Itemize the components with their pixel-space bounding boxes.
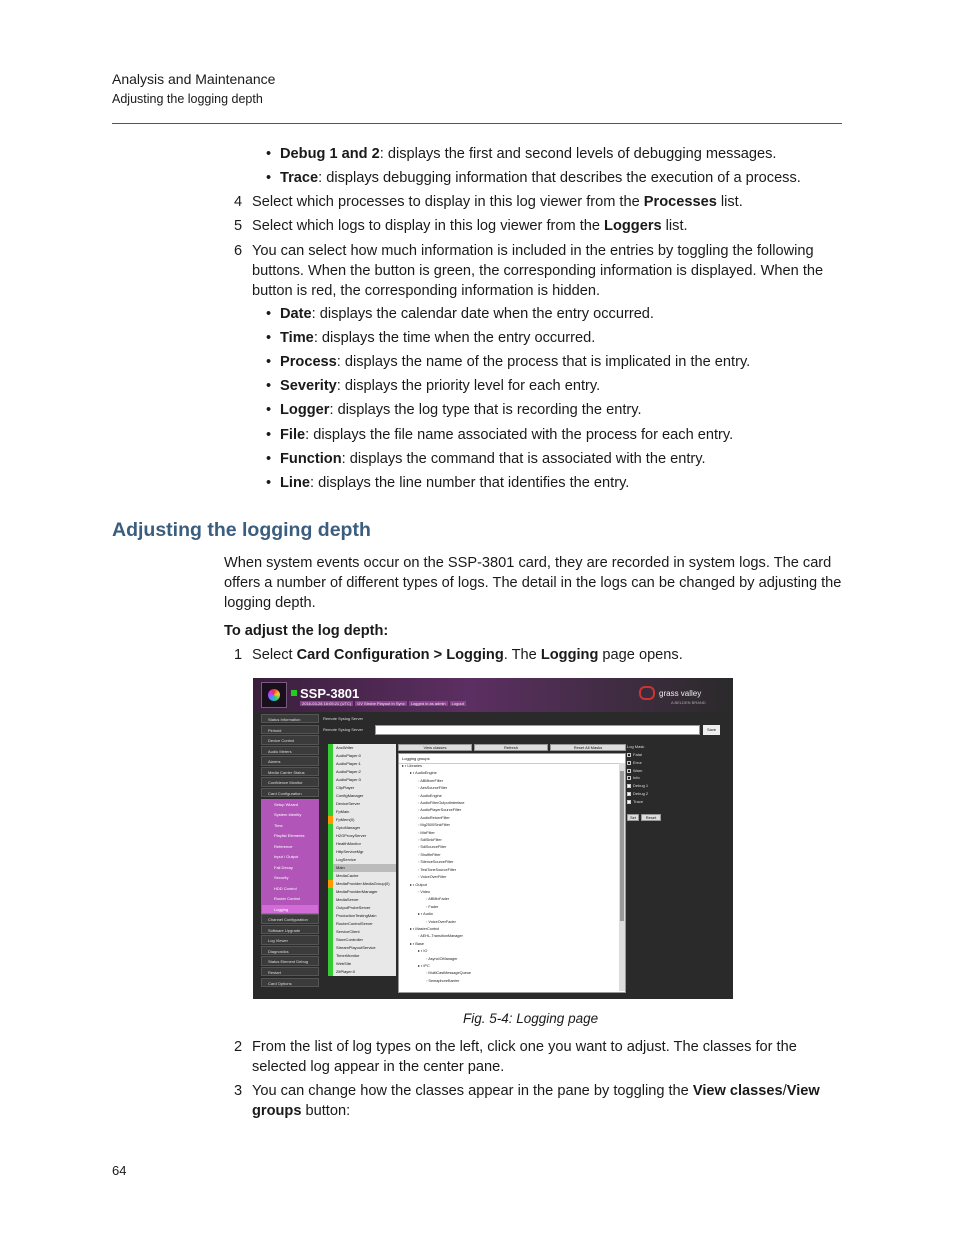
log-mask-label: Fatal [633, 752, 642, 757]
sidebar-item[interactable]: Software Upgrade [261, 925, 319, 934]
step-4-text: Select which processes to display in this log viewer from the Processes list. [252, 194, 743, 210]
logger-item[interactable]: ClipPlayer [328, 784, 396, 792]
tree-node-icon: ▸ ▪ [402, 764, 408, 768]
tree-node-icon: ▸ ▪ [418, 912, 424, 917]
step-1-text: Select Card Configuration > Logging. The Logging page opens. [252, 647, 683, 663]
log-mask-checkbox[interactable] [627, 767, 665, 775]
tree-item-label: SdiSourceFilter [420, 845, 447, 850]
bullet-dot: • [266, 146, 272, 162]
logger-item[interactable]: Main [328, 864, 396, 872]
step-2-text: From the list of log types on the left, click one you want to adjust. The classes for the selected log appear in the center pane. [252, 1039, 797, 1075]
tree-item[interactable] [402, 830, 471, 837]
tree-node-icon: ◦ [418, 845, 421, 850]
tree-title: Logging groups [399, 754, 625, 764]
logger-item[interactable]: RouterControlServer [328, 920, 396, 928]
bullet-trace: Trace: displays debugging information that describes the execution of a process. [280, 170, 801, 186]
tree-item[interactable] [402, 882, 471, 889]
log-mask-checkbox[interactable] [627, 782, 665, 790]
bullet-dot: • [266, 330, 272, 346]
gv-logo-icon [639, 686, 655, 700]
checkbox-icon[interactable] [627, 769, 631, 773]
status-user: Logged in as admin [410, 701, 446, 706]
logger-item[interactable]: AncWriter [328, 744, 396, 752]
tree-item[interactable] [402, 919, 471, 926]
set-button[interactable]: Set [627, 814, 639, 821]
reset-all-masks-button[interactable]: Reset All Masks [550, 744, 626, 751]
bullet-dot: • [266, 354, 272, 370]
field-bullet: Time: displays the time when the entry occurred. [280, 330, 596, 346]
tree-item-label: Fader [428, 904, 439, 909]
checkbox-icon[interactable] [627, 761, 631, 765]
log-mask-label: Warn [633, 767, 643, 773]
tree-item-label: TestToneSourceFilter [420, 867, 457, 872]
reset-button[interactable]: Reset [641, 814, 661, 821]
logout-link[interactable]: Logout [451, 701, 464, 706]
tree-item[interactable] [402, 837, 471, 844]
logger-item[interactable]: FpMain [328, 808, 396, 816]
sidebar-item[interactable]: Time [261, 820, 319, 831]
bullet-dot: • [266, 170, 272, 186]
tree-node-icon: ▸ ▪ [418, 949, 424, 954]
log-mask-checkbox[interactable] [627, 798, 665, 806]
field-bullet: Function: displays the command that is associated with the entry. [280, 451, 706, 467]
tree-item-label: MultiCastMessageQueue [428, 971, 472, 976]
tree-item-label: MasterControl [415, 926, 440, 931]
logging-page-screenshot [253, 678, 733, 999]
log-mask-panel [627, 744, 665, 824]
tree-item[interactable] [402, 778, 471, 785]
tree-item-label: SemaphoreBarrier [428, 978, 460, 983]
logger-item[interactable]: WebSite [328, 960, 396, 968]
log-mask-checkbox[interactable] [627, 790, 665, 798]
sidebar-item[interactable]: Media Carrier Status [261, 767, 319, 776]
tree-node-icon: ◦ [418, 815, 421, 820]
sidebar-item[interactable]: Card Configuration [261, 788, 319, 797]
tree-scrollbar[interactable] [619, 763, 625, 991]
tree-node-icon: ◦ [418, 830, 421, 835]
log-mask-checkbox[interactable] [627, 774, 665, 782]
logger-item[interactable]: TimerMonitor [328, 952, 396, 960]
step-number: 3 [234, 1083, 243, 1099]
logger-item[interactable]: GpioManager [328, 824, 396, 832]
remote-syslog-input[interactable] [375, 725, 700, 735]
tree-item-label: MixFilter [420, 830, 435, 835]
sidebar-item[interactable]: Router Control [261, 893, 319, 904]
tree-item[interactable] [402, 852, 471, 859]
field-bullet: Logger: displays the log type that is recording the entry. [280, 402, 642, 418]
field-bullet: Line: displays the line number that identifies the entry. [280, 475, 630, 491]
step-3-text: You can change how the classes appear in the pane by toggling the View classes/View groups button: [252, 1083, 820, 1119]
bullet-dot: • [266, 402, 272, 418]
logger-item[interactable]: StoreController [328, 936, 396, 944]
tree-item[interactable] [402, 911, 471, 918]
sidebar-item[interactable]: Pinhold [261, 725, 319, 734]
field-bullet: Process: displays the name of the process that is implicated in the entry. [280, 354, 751, 370]
tree-node-icon: ▸ ▪ [410, 941, 416, 946]
field-bullet: File: displays the file name associated with the process for each entry. [280, 427, 734, 443]
sidebar-item[interactable]: HDD Control [261, 883, 319, 894]
loggers-list [328, 744, 396, 994]
log-mask-label: Debug 2 [633, 790, 649, 796]
tree-item-label: ABMixerFilter [420, 778, 443, 783]
tree-node-icon: ◦ [426, 956, 429, 961]
sidebar-item[interactable]: System Identity [261, 809, 319, 820]
running-header-chapter: Analysis and Maintenance [112, 71, 276, 87]
bullet-debug: Debug 1 and 2: displays the first and second levels of debugging messages. [280, 146, 777, 162]
status-sync: GV Strobe Playout In Sync [357, 701, 405, 706]
tree-item[interactable] [402, 800, 471, 807]
tree-item-label: IO [423, 949, 428, 954]
log-mask-checkbox[interactable] [627, 751, 665, 759]
sidebar-item[interactable]: Status Element Debug [261, 956, 319, 965]
log-mask-label: Error [633, 759, 642, 765]
bullet-dot: • [266, 378, 272, 394]
tree-node-icon: ◦ [426, 897, 429, 902]
logger-item[interactable]: LogService [328, 856, 396, 864]
intro-paragraph: When system events occur on the SSP-3801 card, they are recorded in system logs. The card offers a number of different types of logs. The detail in the logs can be changed by adjusting the logging depth. [224, 555, 842, 611]
tree-node-icon: ▸ ▪ [410, 882, 416, 887]
logger-item[interactable]: ConfigManager [328, 792, 396, 800]
log-mask-title: Log Mask [627, 744, 645, 749]
running-header-section: Adjusting the logging depth [112, 92, 263, 106]
tree-node-icon: ◦ [418, 786, 421, 791]
logger-item[interactable]: MediaServer [328, 896, 396, 904]
checkbox-icon[interactable] [627, 800, 631, 804]
bullet-dot: • [266, 451, 272, 467]
tree-item-label: Audio [423, 912, 433, 917]
sidebar-item[interactable]: Logging [261, 904, 319, 915]
tree-item[interactable] [402, 926, 471, 933]
step-number: 6 [234, 243, 243, 259]
logger-item[interactable]: HttpServiceMgr [328, 848, 396, 856]
checkbox-icon[interactable] [627, 753, 631, 757]
sidebar-item[interactable]: Device Control [261, 735, 319, 744]
tree-node-icon: ▸ ▪ [418, 963, 424, 968]
section-title: Adjusting the logging depth [112, 519, 371, 541]
sidebar-item[interactable]: Diagnostics [261, 946, 319, 955]
brand-name: grass valley [659, 689, 702, 698]
step-number: 4 [234, 194, 243, 210]
checkbox-icon[interactable] [627, 776, 631, 780]
tree-item[interactable] [402, 807, 471, 814]
sidebar-item[interactable]: Setup Wizard [261, 799, 319, 810]
header-rule [112, 123, 842, 124]
sidebar-item[interactable]: Channel Configuration [261, 914, 319, 923]
bullet-dot: • [266, 427, 272, 443]
app-title: SSP-3801 [300, 686, 360, 701]
tree-item-label: IPC [423, 963, 430, 968]
tree-item-label: AEHL-TransitionManager [420, 934, 463, 939]
sidebar-item[interactable]: Restart [261, 967, 319, 976]
logger-item[interactable]: MediaProvider.MediaGroup(0) [328, 880, 396, 888]
checkbox-icon[interactable] [627, 792, 631, 796]
tree-node-icon: ◦ [418, 801, 421, 806]
tree-item[interactable] [402, 963, 471, 970]
sidebar-item[interactable]: Status Information [261, 714, 319, 723]
tree-item[interactable] [402, 763, 471, 770]
tree-node-icon: ▸ ▪ [410, 771, 416, 776]
log-mask-checkbox[interactable] [627, 759, 665, 767]
tree-node-icon: ◦ [426, 919, 429, 924]
tree-item[interactable] [402, 896, 471, 903]
tree-item-label: Libraries [407, 764, 422, 768]
tree-item-label: AsyncIOManager [428, 956, 458, 961]
page-number: 64 [112, 1163, 127, 1178]
tree-node-icon: ◦ [426, 978, 429, 983]
sidebar-item[interactable]: Card Options [261, 978, 319, 987]
tree-node-icon: ◦ [418, 793, 421, 798]
tree-node-icon: ◦ [418, 778, 421, 783]
tree-node-icon: ◦ [418, 808, 421, 813]
tree-item[interactable] [402, 978, 471, 985]
step-5-text: Select which logs to display in this log viewer from the Loggers list. [252, 218, 688, 234]
status-time: 2016-03-28 16:05:21 (UTC) [302, 701, 352, 706]
tree-item-label: AudioFilterOutputInterface [420, 801, 465, 806]
sidebar-item[interactable]: Security [261, 872, 319, 883]
tree-item[interactable] [402, 859, 471, 866]
tree-item[interactable] [402, 874, 471, 881]
tree-item[interactable] [402, 948, 471, 955]
remote-syslog-heading: Remote Syslog Server [323, 716, 364, 721]
tree-item-label: ShuffleFilter [420, 852, 441, 857]
logger-item[interactable]: OutputProbeServer [328, 904, 396, 912]
tree-node-icon: ◦ [418, 934, 421, 939]
logger-item[interactable]: ServiceClient [328, 928, 396, 936]
tree-node-icon: ◦ [418, 860, 421, 865]
tree-item-label: SilenceSourceFilter [420, 860, 454, 865]
step-number: 1 [234, 647, 243, 663]
tree-item[interactable] [402, 956, 471, 963]
save-button[interactable]: Save [703, 725, 720, 735]
log-mask-label: Info [633, 775, 640, 781]
field-bullet: Severity: displays the priority level for each entry. [280, 378, 601, 394]
tree-item[interactable] [402, 904, 471, 911]
remote-syslog-label: Remote Syslog Server [323, 727, 364, 732]
tree-item-label: ABMixFader [428, 897, 450, 902]
status-bar [300, 701, 468, 706]
logger-item[interactable]: HealthMonitor [328, 840, 396, 848]
tree-item[interactable] [402, 815, 471, 822]
tree-node-icon: ◦ [418, 823, 421, 828]
tree-node-icon: ◦ [418, 867, 421, 872]
log-mask-label: Debug 1 [633, 783, 649, 789]
procedure-title: To adjust the log depth: [224, 623, 389, 639]
log-mask-label: Trace [633, 798, 644, 804]
step-6-text: You can select how much information is included in the entries by toggling the following buttons. When the button is green, the corresponding information is displayed. When the button is red, the corresponding information is hidden. [252, 243, 824, 299]
brand-subtitle: A BELDEN BRAND [671, 700, 706, 705]
tree-item-label: VoiceOverFilter [420, 875, 447, 880]
sidebar-item[interactable]: Alarms [261, 756, 319, 765]
sidebar-item[interactable]: Audio Meters [261, 746, 319, 755]
tree-item[interactable] [402, 933, 471, 940]
bullet-dot: • [266, 306, 272, 322]
app-logo-icon [261, 682, 287, 708]
logger-item[interactable]: AudioPlayer:2 [328, 768, 396, 776]
tree-item[interactable] [402, 970, 471, 977]
logger-item[interactable]: MediaProviderManager [328, 888, 396, 896]
tree-item-label: Mg2500SinkFilter [420, 823, 450, 828]
bullet-dot: • [266, 475, 272, 491]
tree-item-label: AudioEngine [420, 793, 442, 798]
sidebar-nav [261, 714, 319, 994]
logger-item[interactable]: ZitPlayer:0 [328, 968, 396, 976]
step-number: 5 [234, 218, 243, 234]
logger-item[interactable]: AudioPlayer:0 [328, 752, 396, 760]
tree-item-label: SdiSinkFilter [420, 838, 442, 843]
step-number: 2 [234, 1039, 243, 1055]
sidebar-item[interactable]: Input / Output [261, 851, 319, 862]
tree-item[interactable] [402, 889, 471, 896]
tree-item[interactable] [402, 770, 471, 777]
sidebar-item[interactable]: Log Viewer [261, 935, 319, 944]
logger-item[interactable]: DeviceServer [328, 800, 396, 808]
tree-item[interactable] [402, 867, 471, 874]
tree-node-icon: ◦ [418, 889, 421, 894]
tree-node-icon: ◦ [418, 875, 421, 880]
tree-item[interactable] [402, 793, 471, 800]
view-classes-button[interactable]: View classes [398, 744, 472, 751]
tree-item-label: AesSourceFilter [420, 786, 448, 791]
tree-item[interactable] [402, 785, 471, 792]
logger-item[interactable]: AudioPlayer:1 [328, 760, 396, 768]
tree-item-label: VoiceOverFader [428, 919, 456, 924]
status-led-icon [291, 690, 297, 696]
tree-item-label: AudioPlayerSourceFilter [420, 808, 462, 813]
logger-item[interactable]: StreamPlayoutService [328, 944, 396, 952]
tree-items [402, 763, 471, 985]
tree-node-icon: ▸ ▪ [410, 926, 416, 931]
sidebar-item[interactable]: Fail Decay [261, 862, 319, 873]
logging-groups-tree [398, 753, 626, 993]
sidebar-item[interactable]: Reference [261, 841, 319, 852]
tree-item-label: Base [415, 941, 425, 946]
tree-item[interactable] [402, 844, 471, 851]
refresh-button[interactable]: Refresh [474, 744, 548, 751]
sidebar-item[interactable]: Confidence Monitor [261, 777, 319, 786]
logger-item[interactable]: FpMem(0) [328, 816, 396, 824]
tree-item[interactable] [402, 822, 471, 829]
tree-node-icon: ◦ [426, 904, 429, 909]
tree-node-icon: ◦ [418, 852, 421, 857]
tree-item-label: AudioReturnFilter [420, 815, 450, 820]
logger-item[interactable]: AudioPlayer:3 [328, 776, 396, 784]
field-bullet: Date: displays the calendar date when the entry occurred. [280, 306, 654, 322]
tree-node-icon: ◦ [426, 971, 429, 976]
sidebar-item[interactable]: Playlist Elements [261, 830, 319, 841]
checkbox-icon[interactable] [627, 784, 631, 788]
logger-item[interactable]: MediaCache [328, 872, 396, 880]
logger-item[interactable]: H2GProxyServer [328, 832, 396, 840]
tree-item-label: AudioEngine [415, 771, 437, 776]
tree-node-icon: ◦ [418, 838, 421, 843]
tree-item-label: Video [420, 889, 431, 894]
tree-item-label: Output [415, 882, 427, 887]
tree-item[interactable] [402, 941, 471, 948]
logger-item[interactable]: ProductionTestingMain [328, 912, 396, 920]
figure-caption: Fig. 5-4: Logging page [463, 1011, 599, 1026]
